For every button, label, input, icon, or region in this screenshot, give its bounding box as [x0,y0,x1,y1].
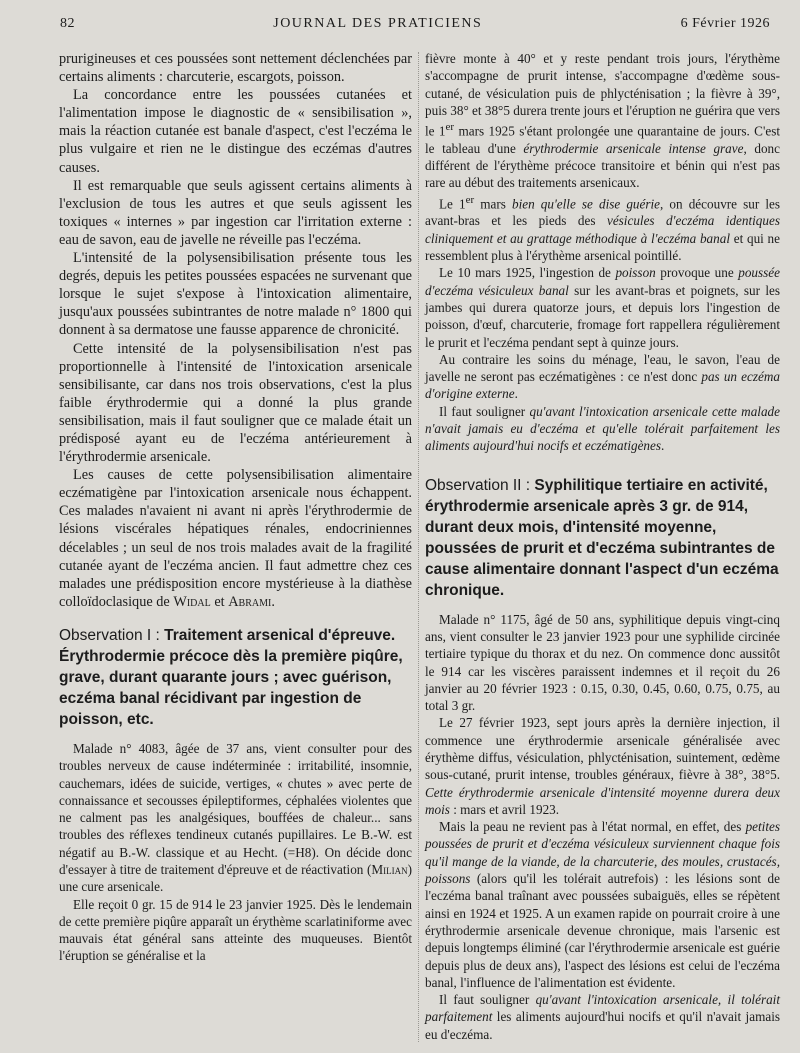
running-header [60,16,770,32]
journal-title: JOURNAL DES PRATICIENS [273,16,483,31]
observation-label: Observation II : [425,476,535,494]
left-column [59,50,412,965]
page-number: 82 [60,16,75,31]
paragraph: Mais la peau ne revient pas à l'état normal, en effet, des petites poussées de prurit et d'eczéma vésiculeux surviennent chaque fois qu'il mange de la viande, de la charcuterie, des moules, crustacés, poissons (alors qu'il les tolérait autrefois) : les lésions sont de l'eczéma banal traînant avec poussées subaiguës, elles se répètent ainsi en 1924 et 1925. A un examen rapide on pourrait croire à une érythrodermie arsenicale devenue chronique, mais l'arsenic est depuis longtemps éliminé (car l'érythrodermie arsenicale est guérie depuis plus de deux ans), l'aspect des lésions est celui de l'eczéma banal, l'influence de l'alimentation est évidente. [425,819,780,990]
observation-title: Syphilitique tertiaire en activité, érythrodermie arsenicale après 3 gr. de 914, durant deux mois, d'intensité moyenne, poussées de prurit et d'eczéma subintrantes de cause alimentaire donnant l'aspect d'un eczéma chronique. [425,476,779,599]
paragraph: Il faut souligner qu'avant l'intoxication arsenicale, il tolérait parfaitement les aliments aujourd'hui nocifs et qu'il n'avait jamais eu d'eczéma. [425,992,780,1042]
paragraph: Les causes de cette polysensibilisation alimentaire eczématigène par l'intoxication arsenicale nous échappent. Ces malades n'avaient ni avant ni après l'érythrodermie de lésions viscérales hépatiques rénales, endocriniennes décelables ; un seul de nos trois malades avait de la fragilité cutanée ayant de l'eczéma ancien. Il faut admettre chez ces malades une prédisposition encore mystérieuse à la diathèse colloïdoclasique de Widal et Abrami. [59,467,412,610]
paragraph: Malade n° 4083, âgée de 37 ans, vient consulter pour des troubles nerveux de cause indéterminée : irritabilité, insomnie, cauchemars, idées de suicide, vertiges, « chutes » avec perte de connaissance et secousses épileptiformes, céphalées violentes que ne calment pas les analgésiques, bouffées de chaleur... sans troubles des réflexes tendineux cutanés pupillaires. Le B.-W. est négatif au B.-W. classique et au Hecht. (=H8). On décide donc d'essayer à titre de traitement d'épreuve et de réactivation (Milian) une cure arsenicale. [59,740,412,895]
paragraph: Le 10 mars 1925, l'ingestion de poisson provoque une poussée d'eczéma vésiculeux banal sur les avant-bras et poignets, sur les jambes qui durera quatorze jours, et depuis lors l'ingestion de poisson, d'œuf, charcuterie, fromage fort rappellera régulièrement le prurit et l'eczéma pendant sept à quinze jours. [425,265,780,350]
paragraph: Il faut souligner qu'avant l'intoxication arsenicale cette malade n'avait jamais eu d'eczéma et qu'elle tolérait parfaitement les aliments aujourd'hui nocifs et eczématigènes. [425,403,780,454]
author-name: Abrami [228,593,272,610]
observation-heading [59,625,412,730]
paragraph: prurigineuses et ces poussées sont nettement déclenchées par certains aliments : charcuterie, escargots, poisson. [59,51,412,86]
observation-body [59,740,412,965]
paragraph: Elle reçoit 0 gr. 15 de 914 le 23 janvier 1925. Dès le lendemain de cette première piqûre apparaît un érythème scarlatiniforme avec mauvais état général sans atteinte des muqueuses. Bientôt l'éruption se généralise et la [59,896,412,964]
paragraph: L'intensité de la polysensibilisation présente tous les degrés, depuis les petites poussées espacées ne survenant que lorsque le sujet s'expose à l'intoxication alimentaire, jusqu'aux poussées subintrantes de notre malade n° 1800 qui donnent à sa dermatose une fausse apparence de chronicité. [59,250,412,339]
observation-title: Traitement arsenical d'épreuve. Érythrodermie précoce dès la première piqûre, grave, durant quarante jours ; avec guérison, eczéma banal récidivant par ingestion de poisson, etc. [59,626,403,728]
paragraph: Le 1er mars bien qu'elle se dise guérie, on découvre sur les avant-bras et les pieds des vésicules d'eczéma identiques cliniquement et au grattage méthodique à l'eczéma banal et qui ne ressemblent plus à l'érythème arsenical pointillé. [425,193,780,264]
observation-heading [425,475,780,601]
paragraph: Cette intensité de la polysensibilisation n'est pas proportionnelle à l'intensité de l'intoxication arsenicale sensibilisante, car dans nos trois observations, c'est la plus faible érythrodermie qui a donné la plus grande sensibilisation, mais il faut souligner que ce malade était un prédisposé ayant eu de l'eczéma antérieurement à l'érythrodermie arsenicale. [59,340,412,466]
author-name: Widal [173,593,211,610]
paragraph: Au contraire les soins du ménage, l'eau, le savon, l'eau de javelle ne seront pas eczématigènes : ce n'est donc pas un eczéma d'origine externe. [425,351,780,402]
right-column [425,50,780,1043]
paragraph: Le 27 février 1923, sept jours après la dernière injection, il commence une érythrodermie arsenicale généralisée avec érythème diffus, vésiculation, phlycténisation, suintement, œdème sous-cutané, prurit intense, troubles généraux, fièvre à 38°, 38°5. Cette érythrodermie arsenicale d'intensité moyenne durera deux mois : mars et avril 1923. [425,715,780,817]
issue-date: 6 Février 1926 [680,16,770,31]
column-divider [418,52,419,1042]
paragraph: fièvre monte à 40° et y reste pendant trois jours, l'érythème s'accompagne de prurit intense, s'accompagne d'œdème sous-cutané, de vésiculation puis de phlycténisation ; la fièvre à 39°, puis 38° et 38°5 durera trente jours et l'éruption ne guérira que vers le 1er mars 1925 s'étant prolongée une quarantaine de jours. C'est le tableau d'une érythrodermie arsenicale intense grave, donc différent de l'érythème précoce transitoire et bénin qui n'est pas rare au début des traitements arsenicaux. [425,51,780,191]
author-name: Milian [371,861,408,877]
observation-label: Observation I : [59,626,165,644]
paragraph: Malade n° 1175, âgé de 50 ans, syphilitique depuis vingt-cinq ans, vient consulter le 23 janvier 1923 pour une syphilide circinée tertiaire typique du thorax et du nez. On commence donc aussitôt le 914 car les viscères paraissent indemnes et il reçoit du 26 janvier au 20 février 1923 : 0.15, 0.30, 0.45, 0.60, 0.75, 0.75, au total 3 gr. [425,611,780,714]
paragraph: Il est remarquable que seuls agissent certains aliments à l'exclusion de tous les autres et que seuls agissent les toxiques « internes » par ingestion car l'irritation externe : eau de savon, eau de javelle ne réveille pas l'eczéma. [59,177,412,248]
paragraph: La concordance entre les poussées cutanées et l'alimentation impose le diagnostic de « sensibilisation », mais la réaction cutanée est banale d'aspect, c'est l'eczéma le plus vulgaire et rien ne le distingue des eczémas d'autres causes. [59,87,412,176]
